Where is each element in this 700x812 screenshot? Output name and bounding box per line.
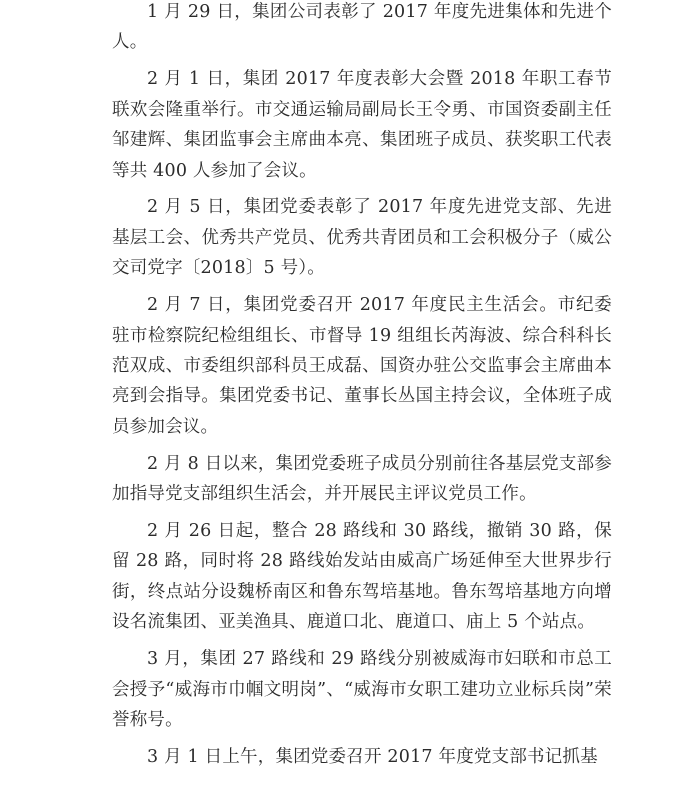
entry-feb-8: 2 月 8 日以来，集团党委班子成员分别前往各基层党支部参加指导党支部组织生活会，并开展民主评议党员工作。 [112, 453, 612, 505]
entry-mar-1: 3 月 1 日上午，集团党委召开 2017 年度党支部书记抓基 [147, 746, 598, 767]
entry-feb-1: 2 月 1 日，集团 2017 年度表彰大会暨 2018 年职工春节联欢会隆重举行。市交通运输局副局长王令勇、市国资委副主任邹建辉、集团监事会主席曲本亮、集团班子成员、获奖职工代表等共 400 人参加了会议。 [112, 69, 612, 181]
chronicle-text-column [112, 0, 612, 779]
entry-march: 3 月，集团 27 路线和 29 路线分别被威海市妇联和市总工会授予“威海市巾帼文明岗”、“威海市女职工建功立业标兵岗”荣誉称号。 [112, 649, 612, 730]
entry-feb-5: 2 月 5 日，集团党委表彰了 2017 年度先进党支部、先进基层工会、优秀共产党员、优秀共青团员和工会积极分子（威公交司党字〔2018〕5 号）。 [112, 197, 612, 279]
entry-feb-7: 2 月 7 日，集团党委召开 2017 年度民主生活会。市纪委驻市检察院纪检组组长、市督导 19 组组长芮海波、综合科科长范双成、市委组织部科员王成磊、国资办驻公交监事会主席曲本亮到会指导。集团党委书记、董事长丛国主持会议，全体班子成员参加会议。 [112, 295, 612, 437]
entry-jan-29: 1 月 29 日，集团公司表彰了 2017 年度先进集体和先进个人。 [112, 2, 612, 53]
entry-feb-26: 2 月 26 日起，整合 28 路线和 30 路线，撤销 30 路，保留 28 路，同时将 28 路线始发站由威高广场延伸至大世界步行街，终点站分设魏桥南区和鲁东驾培基地。鲁东驾培基地方向增设名流集团、亚美渔具、鹿道口北、鹿道口、庙上 5 个站点。 [112, 521, 612, 633]
